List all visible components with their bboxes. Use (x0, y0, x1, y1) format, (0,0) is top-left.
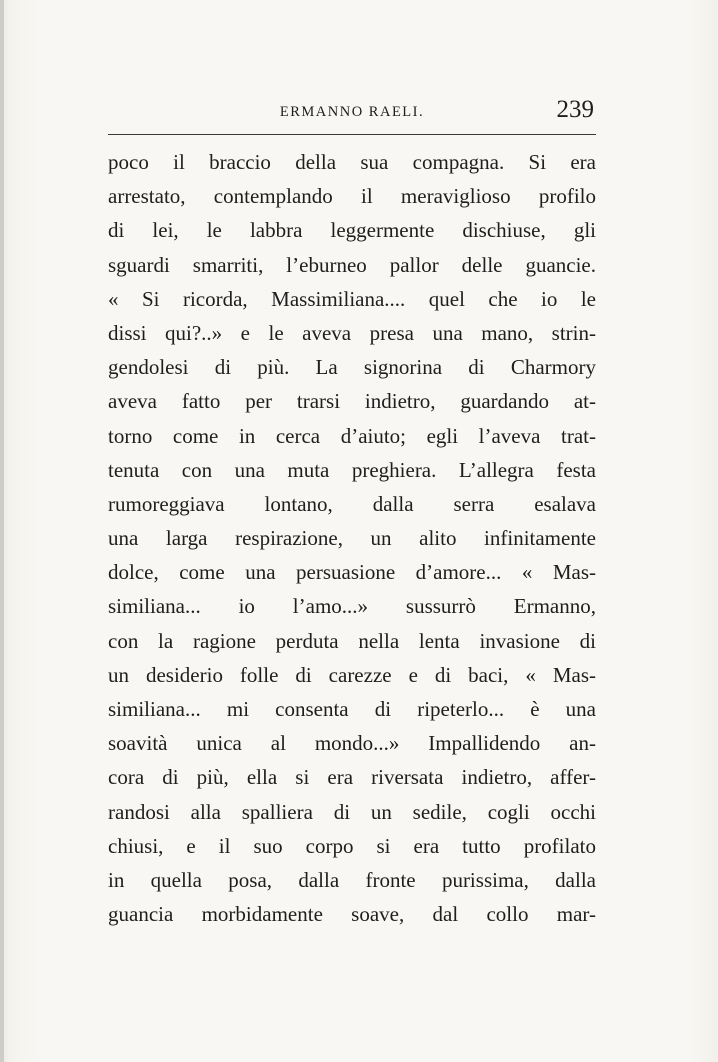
body-text (108, 145, 596, 931)
header-rule (108, 134, 596, 135)
text-line: rumoreggiava lontano, dalla serra esalava (108, 491, 596, 516)
text-line: similiana... io l’amo...» sussurrò Ermanno, (108, 594, 596, 619)
text-line: dolce, come una persuasione d’amore... « Mas- (108, 560, 596, 585)
page-binding-edge (0, 0, 4, 1062)
text-line: poco il braccio della sua compagna. Si era (108, 150, 596, 174)
text-line: aveva fatto per trarsi indietro, guardando at- (108, 389, 596, 414)
text-line: torno come in cerca d’aiuto; egli l’aveva trat- (108, 423, 596, 448)
text-line: tenuta con una muta preghiera. L’allegra festa (108, 457, 596, 482)
text-line: chiusi, e il suo corpo si era tutto profilato (108, 833, 596, 858)
running-head (108, 96, 596, 136)
text-line: arrestato, contemplando il meraviglioso profilo (108, 184, 596, 209)
text-line: « Si ricorda, Massimiliana.... quel che io le (108, 286, 596, 311)
text-line: guancia morbidamente soave, dal collo mar- (108, 902, 596, 927)
text-line: dissi qui?..» e le aveva presa una mano, strin- (108, 320, 596, 345)
text-line: gendolesi di più. La signorina di Charmory (108, 355, 596, 380)
text-line: cora di più, ella si era riversata indietro, affer- (108, 765, 596, 790)
text-line: randosi alla spalliera di un sedile, cogli occhi (108, 799, 596, 824)
text-line: di lei, le labbra leggermente dischiuse, gli (108, 218, 596, 243)
text-line: una larga respirazione, un alito infinitamente (108, 526, 596, 551)
page-number: 239 (556, 96, 594, 123)
text-line: un desiderio folle di carezze e di baci, « Mas- (108, 662, 596, 687)
text-line: similiana... mi consenta di ripeterlo... è una (108, 697, 596, 721)
text-line: con la ragione perduta nella lenta invasione di (108, 628, 596, 653)
text-line: in quella posa, dalla fronte purissima, dalla (108, 867, 596, 892)
text-line: soavità unica al mondo...» Impallidendo an- (108, 731, 596, 756)
running-title: ERMANNO RAELI. (279, 104, 425, 120)
text-line: sguardi smarriti, l’eburneo pallor delle guancie. (108, 252, 596, 277)
